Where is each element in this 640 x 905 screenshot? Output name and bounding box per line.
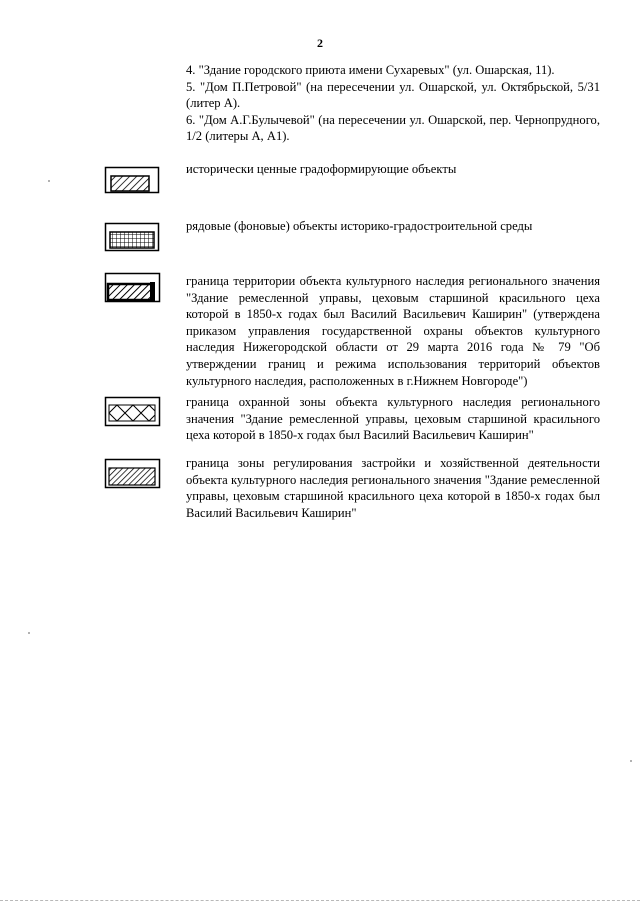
scan-speck: [28, 632, 30, 634]
list-item: 6. "Дом А.Г.Булычевой" (на пересечении ул. Ошарской, пер. Чернопрудного, 1/2 (литеры А, А1).: [186, 112, 600, 144]
list-item: 5. "Дом П.Петровой" (на пересечении ул. Ошарской, ул. Октябрьской, 5/31 (литер А).: [186, 79, 600, 111]
legend-text: рядовые (фоновые) объекты историко-градостроительной среды: [186, 219, 533, 233]
hatched-rectangle-icon: [104, 166, 160, 194]
legend-text: исторически ценные градоформирующие объекты: [186, 162, 457, 176]
grid-rectangle-icon: [104, 222, 160, 252]
bold-hatched-boundary-icon: [104, 272, 162, 304]
legend-text: граница охранной зоны объекта культурного наследия регионального значения "Здание ремесленной управы, цеховым старшиной красильного цеха которой в 1850-х годах был Василий Васильевич Каширин": [186, 395, 600, 443]
scan-edge-line: [0, 900, 640, 901]
object-list: [186, 62, 600, 145]
legend-text: граница зоны регулирования застройки и хозяйственной деятельности объекта культурного наследия регионального значения "Здание ремесленной управы, цеховым старшиной красильного цеха которой в 1850-х годах был Василий Васильевич Каширин": [186, 456, 600, 520]
scan-speck: [48, 180, 50, 182]
diamond-pattern-icon: [104, 396, 162, 428]
legend-text: граница территории объекта культурного наследия регионального значения "Здание ремесленной управы, цеховым старшиной красильного цеха которой в 1850-х годах был Василий Васильевич Каширин" (утверждена приказом управления государственной охраны объектов культурного наследия Нижегородской области от 29 марта 2016 года № 79 "Об утверждении границ и режима использования территорий объектов культурного наследия, расположенных в г.Нижнем Новгороде"): [186, 274, 600, 388]
scan-speck: [630, 760, 632, 762]
page-number: 2: [317, 36, 323, 50]
dense-hatched-rectangle-icon: [104, 458, 162, 490]
list-item: 4. "Здание городского приюта имени Сухаревых" (ул. Ошарская, 11).: [186, 63, 555, 77]
